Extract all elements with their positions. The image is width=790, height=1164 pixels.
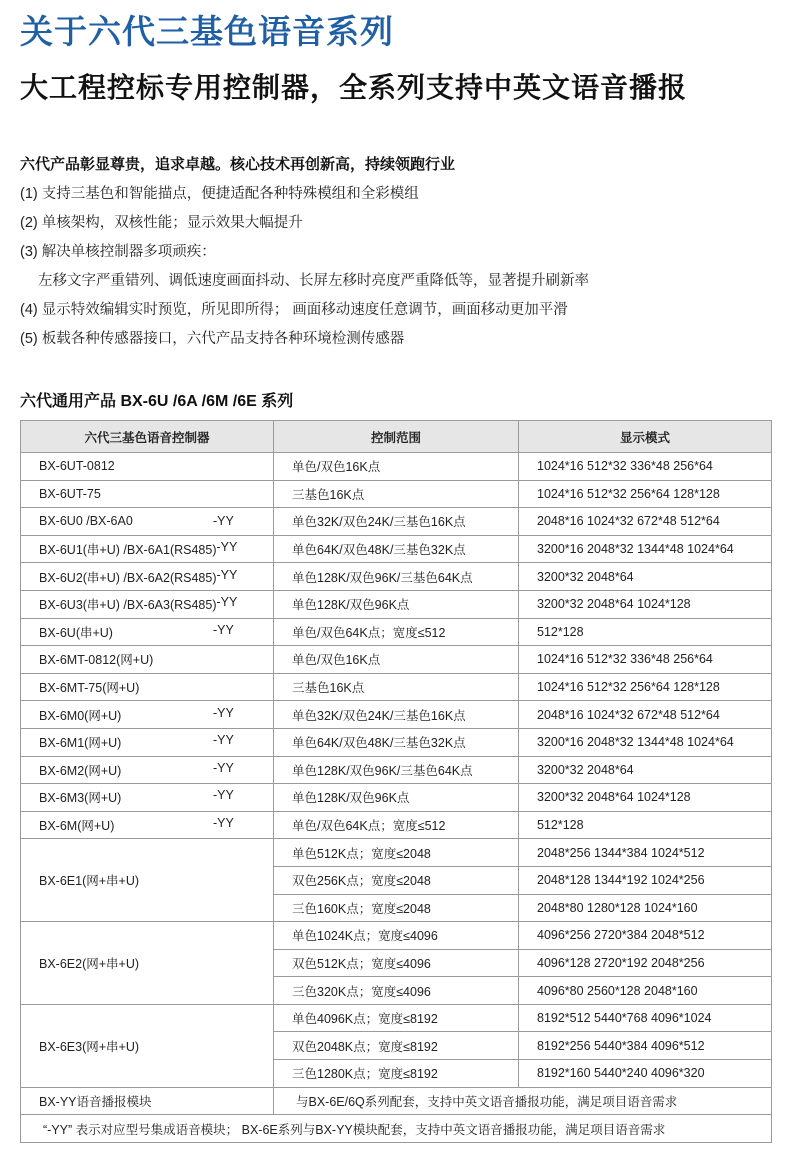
model-suffix: -YY (216, 540, 238, 555)
range-cell: 单色64K/双色48K/三基色32K点 (274, 535, 519, 563)
range-cell: 单色32K/双色24K/三基色16K点 (274, 508, 519, 536)
modes-cell: 3200*32 2048*64 (519, 756, 772, 784)
table-header-row (21, 421, 772, 453)
range-cell: 三基色16K点 (274, 480, 519, 508)
feature-item: (5) 板载各种传感器接口，六代产品支持各种环境检测传感器 (20, 331, 405, 347)
feature-item: 左移文字严重错列、调低速度画面抖动、长屏左移时亮度严重降低等，显著提升刷新率 (38, 273, 589, 289)
modes-cell: 1024*16 512*32 256*64 128*128 (519, 673, 772, 701)
range-cell: 单色1024K点；宽度≤4096 (274, 922, 519, 950)
model-wrap (39, 678, 273, 696)
modes-cell: 2048*128 1344*192 1024*256 (519, 866, 772, 894)
range-cell: 单色128K/双色96K/三基色64K点 (274, 563, 519, 591)
range-cell: 单色4096K点；宽度≤8192 (274, 1004, 519, 1032)
feature-item: (4) 显示特效编辑实时预览，所见即所得； 画面移动速度任意调节，画面移动更加平滑 (20, 302, 568, 318)
model-wrap (39, 650, 273, 668)
model-suffix: -YY (213, 705, 234, 720)
range-cell: 单色512K点；宽度≤2048 (274, 839, 519, 867)
model-suffix: -YY (213, 622, 234, 637)
page-title: 关于六代三基色语音系列 (20, 13, 394, 50)
modes-cell: 512*128 (519, 618, 772, 646)
table-row (21, 728, 772, 756)
model-name: BX-6MT-0812(网+U) (39, 653, 154, 668)
table-row (21, 784, 772, 812)
model-cell (21, 728, 274, 756)
model-cell (21, 453, 274, 481)
range-cell: 双色512K点；宽度≤4096 (274, 949, 519, 977)
model-name: BX-6M1(网+U) (39, 736, 122, 751)
table-row (21, 839, 772, 867)
model-cell (21, 590, 274, 618)
modes-cell: 4096*80 2560*128 2048*160 (519, 977, 772, 1005)
model-wrap (39, 788, 273, 806)
voice-module-description: 与BX-6E/6Q系列配套，支持中英文语音播报功能，满足项目语音需求 (274, 1087, 772, 1115)
modes-cell: 2048*256 1344*384 1024*512 (519, 839, 772, 867)
model-name: BX-6M2(网+U) (39, 763, 122, 778)
model-cell: BX-6E3(网+串+U) (21, 1004, 274, 1087)
range-cell: 单色/双色64K点；宽度≤512 (274, 811, 519, 839)
model-name: BX-6U0 /BX-6A0 (39, 514, 133, 529)
range-cell: 单色128K/双色96K/三基色64K点 (274, 756, 519, 784)
model-suffix: -YY (213, 760, 234, 775)
range-cell: 双色256K点；宽度≤2048 (274, 866, 519, 894)
model-cell (21, 618, 274, 646)
range-cell: 三色320K点；宽度≤4096 (274, 977, 519, 1005)
model-suffix: -YY (216, 567, 238, 582)
model-suffix: -YY (213, 514, 234, 529)
model-name: BX-6M3(网+U) (39, 791, 122, 806)
table-row (21, 563, 772, 591)
model-cell (21, 784, 274, 812)
model-name: BX-6MT-75(网+U) (39, 681, 140, 696)
model-name: BX-6U1(串+U) /BX-6A1(RS485) (39, 543, 217, 558)
model-cell (21, 535, 274, 563)
model-wrap (39, 733, 273, 751)
table-footnote: “-YY” 表示对应型号集成语音模块； BX-6E系列与BX-YY模块配套，支持中英文语音播报功能，满足项目语音需求 (21, 1115, 772, 1143)
column-header-modes: 显示模式 (519, 421, 772, 453)
model-suffix: -YY (213, 788, 234, 803)
table-row-voice-module (21, 1087, 772, 1115)
spec-table (20, 420, 772, 1143)
feature-item: (1) 支持三基色和智能描点，便捷适配各种特殊模组和全彩模组 (20, 186, 419, 202)
model-name: BX-6U3(串+U) /BX-6A3(RS485) (39, 598, 217, 613)
table-row (21, 646, 772, 674)
model-name: BX-6UT-0812 (39, 459, 115, 474)
table-row (21, 922, 772, 950)
table-row (21, 535, 772, 563)
modes-cell: 4096*256 2720*384 2048*512 (519, 922, 772, 950)
model-suffix (213, 487, 255, 501)
intro-section (20, 150, 780, 354)
range-cell: 单色64K/双色48K/三基色32K点 (274, 728, 519, 756)
model-suffix (213, 678, 255, 696)
table-row (21, 1004, 772, 1032)
model-cell (21, 673, 274, 701)
modes-cell: 3200*16 2048*32 1344*48 1024*64 (519, 535, 772, 563)
model-wrap (39, 540, 273, 558)
feature-list (20, 180, 780, 354)
modes-cell: 8192*160 5440*240 4096*320 (519, 1060, 772, 1088)
range-cell: 单色128K/双色96K点 (274, 784, 519, 812)
table-row (21, 701, 772, 729)
modes-cell: 4096*128 2720*192 2048*256 (519, 949, 772, 977)
range-cell: 三色160K点；宽度≤2048 (274, 894, 519, 922)
modes-cell: 1024*16 512*32 336*48 256*64 (519, 646, 772, 674)
table-row (21, 453, 772, 481)
feature-item: (3) 解决单核控制器多项顽疾： (20, 244, 216, 260)
table-body (21, 453, 772, 1143)
model-cell (21, 701, 274, 729)
model-name: BX-6M(网+U) (39, 819, 115, 834)
model-cell (21, 756, 274, 784)
table-row (21, 756, 772, 784)
column-header-controller: 六代三基色语音控制器 (21, 421, 274, 453)
model-wrap (39, 487, 273, 501)
modes-cell: 8192*256 5440*384 4096*512 (519, 1032, 772, 1060)
model-wrap (39, 595, 273, 613)
range-cell: 单色/双色64K点；宽度≤512 (274, 618, 519, 646)
range-cell: 单色/双色16K点 (274, 646, 519, 674)
model-wrap (39, 459, 273, 473)
model-cell (21, 480, 274, 508)
model-cell: BX-YY语音播报模块 (21, 1087, 274, 1115)
model-cell (21, 811, 274, 839)
table-row (21, 673, 772, 701)
model-cell (21, 563, 274, 591)
modes-cell: 3200*32 2048*64 1024*128 (519, 784, 772, 812)
model-cell: BX-6E1(网+串+U) (21, 839, 274, 922)
model-wrap (39, 514, 273, 528)
feature-item: (2) 单核架构，双核性能；显示效果大幅提升 (20, 215, 303, 231)
range-cell: 单色32K/双色24K/三基色16K点 (274, 701, 519, 729)
modes-cell: 2048*16 1024*32 672*48 512*64 (519, 701, 772, 729)
column-header-range: 控制范围 (274, 421, 519, 453)
model-suffix: -YY (213, 816, 234, 831)
modes-cell: 2048*16 1024*32 672*48 512*64 (519, 508, 772, 536)
table-row (21, 618, 772, 646)
table-row (21, 811, 772, 839)
model-suffix: -YY (216, 595, 238, 610)
model-cell (21, 646, 274, 674)
model-name: BX-6M0(网+U) (39, 708, 122, 723)
modes-cell: 2048*80 1280*128 1024*160 (519, 894, 772, 922)
modes-cell: 512*128 (519, 811, 772, 839)
intro-headline: 六代产品彰显尊贵，追求卓越。核心技术再创新高，持续领跑行业 (20, 156, 456, 173)
modes-cell: 1024*16 512*32 256*64 128*128 (519, 480, 772, 508)
section-title: 六代通用产品 BX-6U /6A /6M /6E 系列 (20, 393, 294, 410)
table-row-footnote (21, 1115, 772, 1143)
model-name: BX-6UT-75 (39, 486, 101, 501)
model-wrap (39, 706, 273, 724)
modes-cell: 1024*16 512*32 336*48 256*64 (519, 453, 772, 481)
model-cell: BX-6E2(网+串+U) (21, 922, 274, 1005)
modes-cell: 3200*16 2048*32 1344*48 1024*64 (519, 728, 772, 756)
modes-cell: 3200*32 2048*64 (519, 563, 772, 591)
page-subtitle: 大工程控标专用控制器，全系列支持中英文语音播报 (20, 72, 688, 103)
model-wrap (39, 816, 273, 834)
range-cell: 单色/双色16K点 (274, 453, 519, 481)
table-row (21, 480, 772, 508)
model-cell (21, 508, 274, 536)
table-row (21, 590, 772, 618)
model-name: BX-6U(串+U) (39, 625, 113, 640)
model-wrap (39, 568, 273, 586)
model-name: BX-6U2(串+U) /BX-6A2(RS485) (39, 570, 217, 585)
range-cell: 三色1280K点；宽度≤8192 (274, 1060, 519, 1088)
model-suffix: -YY (213, 733, 234, 748)
table-row (21, 508, 772, 536)
range-cell: 单色128K/双色96K点 (274, 590, 519, 618)
model-suffix (213, 459, 255, 473)
modes-cell: 8192*512 5440*768 4096*1024 (519, 1004, 772, 1032)
model-wrap (39, 623, 273, 641)
modes-cell: 3200*32 2048*64 1024*128 (519, 590, 772, 618)
range-cell: 三基色16K点 (274, 673, 519, 701)
model-wrap (39, 761, 273, 779)
model-suffix (213, 650, 255, 668)
range-cell: 双色2048K点；宽度≤8192 (274, 1032, 519, 1060)
